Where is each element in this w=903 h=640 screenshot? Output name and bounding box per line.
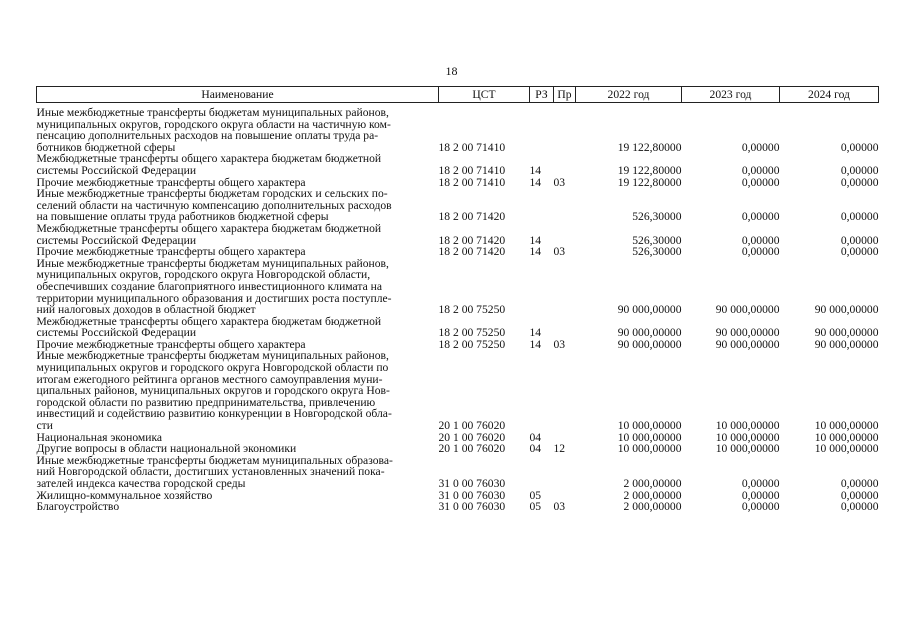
row-code: 18 2 00 75250 <box>438 303 506 317</box>
row-pr <box>554 223 576 246</box>
row-name-line: системы Российской Федерации <box>36 326 197 340</box>
table-row <box>37 188 879 223</box>
row-value-2022: 19 122,80000 <box>617 140 682 154</box>
row-name-line: зателей индекса качества городской среды <box>36 477 246 490</box>
row-name-line: ний налоговых доходов в областной бюджет <box>36 303 256 317</box>
header-2022: 2022 год <box>576 87 682 103</box>
row-value-2023: 90 000,00000 <box>715 337 780 351</box>
row-pr: 03 <box>553 500 566 514</box>
row-name-line: сти <box>36 419 53 433</box>
row-name <box>37 188 439 223</box>
row-value-2024: 0,00000 <box>840 477 879 490</box>
row-value-2023: 0,00000 <box>741 488 780 502</box>
row-value-2022: 2 000,00000 <box>623 488 682 502</box>
row-rz: 14 <box>529 175 542 189</box>
row-name <box>37 455 439 490</box>
row-pr: 12 <box>553 442 566 456</box>
row-rz: 04 <box>529 430 542 444</box>
row-pr <box>554 455 576 490</box>
row-code: 18 2 00 71410 <box>438 163 506 177</box>
row-pr <box>554 258 576 316</box>
row-name-line: Иные межбюджетные трансферты бюджетам муниципальных районов, <box>36 349 389 363</box>
row-value-2022: 526,30000 <box>632 245 682 259</box>
row-name <box>37 223 439 246</box>
row-name-line: Иные межбюджетные трансферты бюджетам муниципальных образова- <box>36 453 393 467</box>
row-value-2023: 0,00000 <box>741 163 780 177</box>
row-name-line: ципальных районов, муниципальных округов и городского округа Нов- <box>36 384 390 398</box>
row-value-2022: 90 000,00000 <box>617 326 682 340</box>
header-2024: 2024 год <box>780 87 879 103</box>
row-value-2024: 0,00000 <box>840 500 879 514</box>
row-name-line: пенсацию дополнительных расходов на повышение оплаты труда ра- <box>36 129 379 143</box>
row-value-2022: 2 000,00000 <box>623 477 682 490</box>
row-name-line: муниципальных округов, городского округа области на частичную ком- <box>36 117 391 131</box>
row-code: 20 1 00 76020 <box>438 442 506 456</box>
row-code: 31 0 00 76030 <box>438 477 506 490</box>
row-value-2023: 0,00000 <box>741 477 780 490</box>
row-name-line: Иные межбюджетные трансферты бюджетам городских и сельских по- <box>36 187 388 201</box>
row-code: 18 2 00 71420 <box>438 233 506 247</box>
row-value-2023: 0,00000 <box>741 175 780 189</box>
row-pr <box>554 153 576 176</box>
row-name-line: Благоустройство <box>36 500 120 514</box>
row-value-2023: 0,00000 <box>741 245 780 259</box>
row-value-2022: 19 122,80000 <box>617 175 682 189</box>
row-name-line: территории муниципального образования и достигших роста поступле- <box>36 291 392 305</box>
row-value-2022: 90 000,00000 <box>617 337 682 351</box>
row-name-line: муниципальных округов и городского округа Новгородской области по <box>36 361 389 375</box>
row-name-line: Межбюджетные трансферты общего характера бюджетам бюджетной <box>36 314 382 328</box>
row-value-2024: 0,00000 <box>840 210 879 224</box>
table-body <box>37 103 879 513</box>
row-name-line: Прочие межбюджетные трансферты общего характера <box>36 245 306 259</box>
row-pr: 03 <box>553 245 566 259</box>
table-header-row <box>37 87 879 103</box>
row-name-line: селений области на частичную компенсацию дополнительных расходов <box>36 198 392 212</box>
row-name-line: ботников бюджетной сферы <box>36 140 176 154</box>
row-value-2022: 526,30000 <box>632 210 682 224</box>
table-row <box>37 153 879 176</box>
row-value-2024: 0,00000 <box>840 140 879 154</box>
row-rz: 14 <box>529 245 542 259</box>
row-value-2023: 0,00000 <box>741 210 780 224</box>
row-name <box>37 246 439 258</box>
row-name-line: Жилищно-коммунальное хозяйство <box>36 488 213 502</box>
row-name-line: Другие вопросы в области национальной экономики <box>36 442 297 456</box>
row-name-line: системы Российской Федерации <box>36 163 197 177</box>
row-name-line: Межбюджетные трансферты общего характера бюджетам бюджетной <box>36 221 382 235</box>
row-pr <box>554 316 576 339</box>
row-rz <box>530 107 554 153</box>
row-value-2022: 19 122,80000 <box>617 163 682 177</box>
row-code: 31 0 00 76030 <box>438 500 506 514</box>
row-name-line: инвестиций и содействию развитию конкуренции в Новгородской обла- <box>36 407 392 421</box>
row-name-line: Иные межбюджетные трансферты бюджетам муниципальных районов, <box>36 256 389 270</box>
row-name <box>37 350 439 431</box>
row-pr <box>554 107 576 153</box>
row-name <box>37 258 439 316</box>
row-value-2023: 10 000,00000 <box>715 419 780 433</box>
row-value-2022: 10 000,00000 <box>617 419 682 433</box>
row-pr: 03 <box>553 337 566 351</box>
table-row <box>37 316 879 339</box>
row-code: 18 2 00 71420 <box>438 210 506 224</box>
row-rz: 14 <box>529 326 542 340</box>
row-rz <box>530 350 554 431</box>
table-row <box>37 223 879 246</box>
row-value-2024: 0,00000 <box>840 488 879 502</box>
row-rz <box>530 258 554 316</box>
row-pr <box>554 188 576 223</box>
row-value-2024: 0,00000 <box>840 233 879 247</box>
row-code: 18 2 00 75250 <box>438 326 506 340</box>
table-row <box>37 501 879 513</box>
row-name-line: Прочие межбюджетные трансферты общего характера <box>36 337 306 351</box>
row-value-2023: 90 000,00000 <box>715 303 780 317</box>
row-value-2022: 10 000,00000 <box>617 442 682 456</box>
header-name: Наименование <box>37 87 439 103</box>
row-value-2024: 10 000,00000 <box>814 430 879 444</box>
row-value-2024: 90 000,00000 <box>814 337 879 351</box>
row-value-2024: 0,00000 <box>840 163 879 177</box>
row-name <box>37 501 439 513</box>
row-code: 18 2 00 71410 <box>438 140 506 154</box>
header-2023: 2023 год <box>682 87 780 103</box>
row-pr: 03 <box>553 175 566 189</box>
row-value-2022: 2 000,00000 <box>623 500 682 514</box>
row-rz: 14 <box>529 163 542 177</box>
row-name-line: ний Новгородской области, достигших установленных значений пока- <box>36 465 385 479</box>
row-name-line: итогам ежегодного рейтинга органов местного самоуправления муни- <box>36 372 383 386</box>
row-name-line: Национальная экономика <box>36 430 163 444</box>
row-name-line: Прочие межбюджетные трансферты общего характера <box>36 175 306 189</box>
row-pr <box>554 350 576 431</box>
row-rz <box>530 455 554 490</box>
row-code: 18 2 00 71410 <box>438 175 506 189</box>
row-value-2023: 0,00000 <box>741 500 780 514</box>
budget-table <box>36 86 879 513</box>
header-pr: Пр <box>554 87 576 103</box>
row-value-2024: 90 000,00000 <box>814 303 879 317</box>
row-value-2024: 0,00000 <box>840 175 879 189</box>
row-name-line: городской области по развитию предпринимательства, привлечению <box>36 395 376 409</box>
row-name-line: муниципальных округов, городского округа Новгородской области, <box>36 268 371 282</box>
row-value-2022: 10 000,00000 <box>617 430 682 444</box>
row-name-line: Иные межбюджетные трансферты бюджетам муниципальных районов, <box>36 106 389 119</box>
row-value-2023: 0,00000 <box>741 233 780 247</box>
row-value-2023: 10 000,00000 <box>715 430 780 444</box>
row-rz: 05 <box>529 488 542 502</box>
row-value-2024: 10 000,00000 <box>814 442 879 456</box>
row-name-line: на повышение оплаты труда работников бюджетной сферы <box>36 210 329 224</box>
row-code: 20 1 00 76020 <box>438 419 506 433</box>
table-row <box>37 258 879 316</box>
row-rz: 04 <box>529 442 542 456</box>
row-value-2023: 0,00000 <box>741 140 780 154</box>
row-value-2024: 10 000,00000 <box>814 419 879 433</box>
table-row <box>37 350 879 431</box>
row-name <box>37 107 439 153</box>
row-code: 31 0 00 76030 <box>438 488 506 502</box>
row-value-2022: 90 000,00000 <box>617 303 682 317</box>
header-rz: РЗ <box>530 87 554 103</box>
row-code: 18 2 00 75250 <box>438 337 506 351</box>
row-name-line: системы Российской Федерации <box>36 233 197 247</box>
row-name <box>37 316 439 339</box>
row-name-line: Межбюджетные трансферты общего характера бюджетам бюджетной <box>36 152 382 166</box>
header-code: ЦСТ <box>439 87 530 103</box>
row-value-2024: 90 000,00000 <box>814 326 879 340</box>
row-rz: 14 <box>529 337 542 351</box>
row-code: 18 2 00 71420 <box>438 245 506 259</box>
row-value-2022: 526,30000 <box>632 233 682 247</box>
row-value-2023: 90 000,00000 <box>715 326 780 340</box>
row-name <box>37 153 439 176</box>
row-rz: 14 <box>529 233 542 247</box>
table-row <box>37 455 879 490</box>
row-name-line: обеспечивших создание благоприятного инвестиционного климата на <box>36 279 382 293</box>
row-value-2024: 0,00000 <box>840 245 879 259</box>
row-value-2023: 10 000,00000 <box>715 442 780 456</box>
page-number: 18 <box>445 64 458 78</box>
table-row <box>37 246 879 258</box>
row-rz: 05 <box>529 500 542 514</box>
table-row <box>37 107 879 153</box>
row-code: 20 1 00 76020 <box>438 430 506 444</box>
row-rz <box>530 188 554 223</box>
